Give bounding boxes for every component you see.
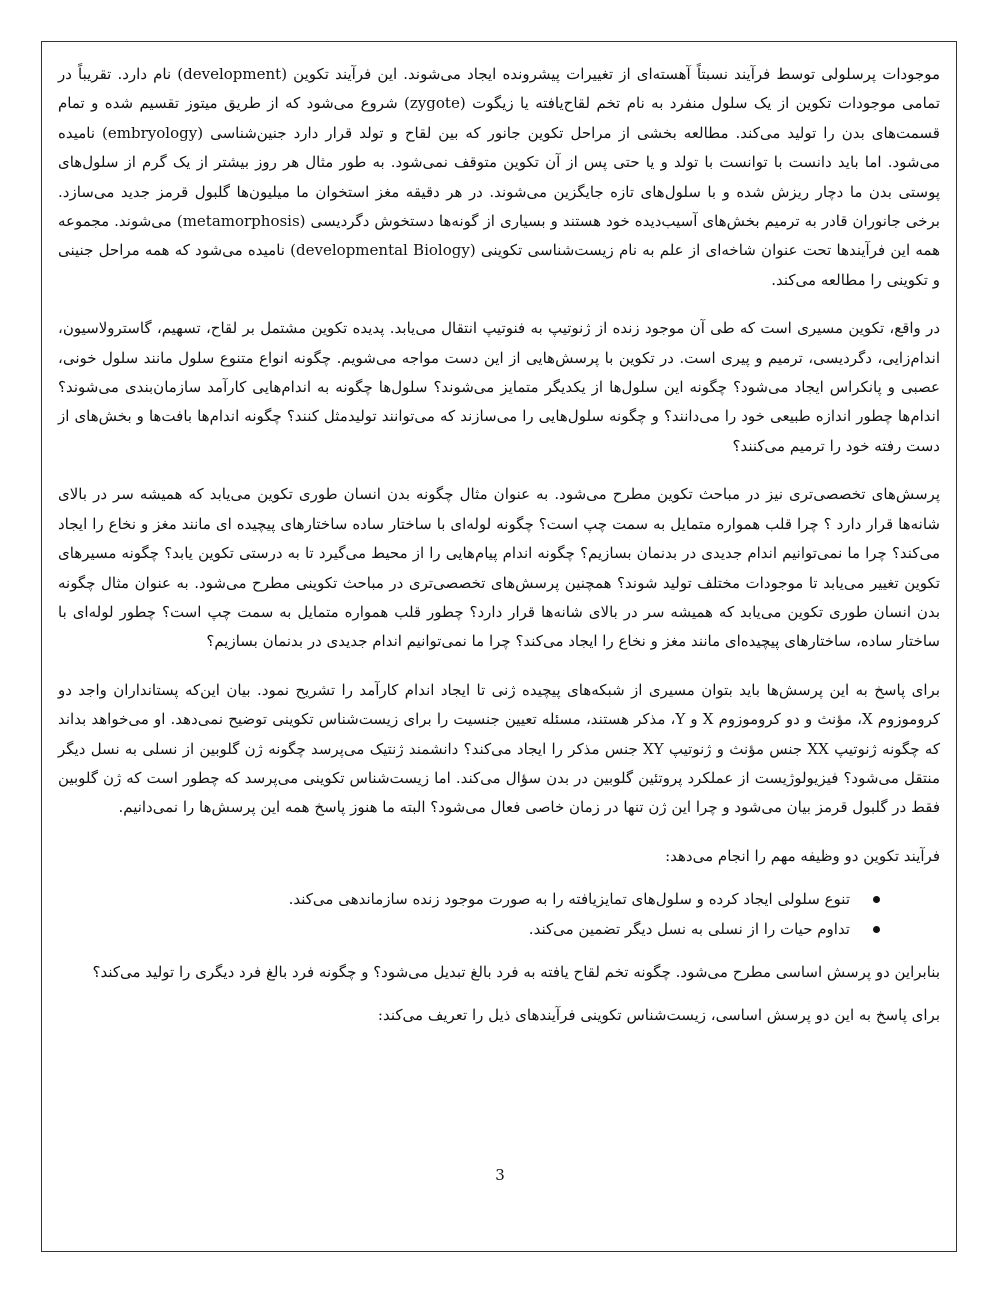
paragraph-gene-networks: برای پاسخ به این پرسش‌ها باید بتوان مسیری از شبکه‌های پیچیده ژنی تا ایجاد اندام کارآمد را تشریح نمود. بیان این‌که پستانداران واجد دو کروموزوم X، مؤنث و دو کروموزوم X و Y، مذکر هستند، مسئله تعیین جنسیت را برای زیست‌شناس تکوینی توضیح نمی‌دهد. او می‌خواهد بداند که چگونه ژنوتیپ XX جنس مؤنث و ژنوتیپ XY جنس مذکر را ایجاد می‌کند؟ دانشمند ژنتیک می‌پرسد چگونه ژن گلوبین از نسلی به نسل دیگر منتقل می‌شود؟ فیزیولوژیست از عملکرد پروتئین گلوبین در بدن سؤال می‌کند. اما زیست‌شناس تکوینی می‌پرسد که چطور است که ژن گلوبین فقط در گلبول قرمز بیان می‌شود و چرا این ژن تنها در زمان خاصی فعال می‌شود؟ البته ما هنوز پاسخ همه این پرسش‌ها را نمی‌دانیم.	[58, 680, 941, 817]
document-body	[58, 60, 940, 1045]
paragraph-development-intro: موجودات پرسلولی توسط فرآیند نسبتاً آهسته‌ای از تغییرات پیشرونده ایجاد می‌شوند. این فرآیند تکوین (development) نام دارد. تقریباً در تمامی موجودات تکوین از یک سلول منفرد به نام تخم لقاح‌یافته یا زیگوت (zygote) شروع می‌شود که از طریق میتوز تقسیم شده و تمام قسمت‌های بدن را تولید می‌کند. مطالعه بخشی از مراحل تکوین جانور که بین لقاح و تولد قرار دارد جنین‌شناسی (embryology) نامیده می‌شود. اما باید دانست با توانست با تولد و یا حتی پس از آن تکوین متوقف نمی‌شود. به طور مثال هر روز بیشتر از یک گرم از سلول‌های پوستی بدن ما دچار ریزش شده و با سلول‌های تازه جایگزین می‌شوند. در هر دقیقه مغز استخوان ما میلیون‌ها گلبول قرمز جدید می‌سازد. برخی جانوران قادر به ترمیم بخش‌های آسیب‌دیده خود هستند و بسیاری از گونه‌ها دستخوش دگردیسی (metamorphosis) می‌شوند. مجموعه همه این فرآیندها تحت عنوان شاخه‌ای از علم به نام زیست‌شناسی تکوینی (developmental Biology) نامیده می‌شود که همه مراحل جنینی و تکوینی را مطالعه می‌کند.	[58, 65, 940, 289]
paragraph-processes-intro: برای پاسخ به این دو پرسش اساسی، زیست‌شناس تکوینی فرآیندهای ذیل را تعریف می‌کند:	[377, 1006, 940, 1025]
paragraph-two-tasks: فرآیند تکوین دو وظیفه مهم را انجام می‌دهد:	[665, 846, 940, 865]
list-item-text: تداوم حیات را از نسلی به نسل دیگر تضمین می‌کند.	[528, 919, 850, 938]
bullet-icon	[873, 896, 880, 903]
page-number: 3	[495, 1166, 505, 1184]
tasks-list	[58, 885, 940, 944]
paragraph-specialized-questions: پرسش‌های تخصصی‌تری نیز در مباحث تکوین مطرح می‌شود. به عنوان مثال چگونه بدن انسان طوری تکوین می‌یابد که همیشه سر در بالای شانه‌ها قرار دارد ؟ چرا قلب همواره متمایل به سمت چپ است؟ چگونه لوله‌ای با ساختار ساده ساختارهای پیچیده ای مانند مغز و نخاع را ایجاد می‌کند؟ چرا ما نمی‌توانیم اندام جدیدی در بدنمان بسازیم؟ چگونه اندام پیام‌هایی را از محیط می‌گیرد تا به درستی تکوین یابد؟ چگونه مسیرهای تکوین تغییر می‌یابد تا موجودات مختلف تولید شوند؟ همچنین پرسش‌های تخصصی‌تری در مباحث تکوینی مطرح می‌شود. به عنوان مثال چگونه بدن انسان طوری تکوین می‌یابد که همیشه سر در بالای شانه‌ها قرار دارد؟ چطور قلب همواره متمایل به سمت چپ است؟ چطور لوله‌ای با ساختار ساده، ساختارهای پیچیده‌ای مانند مغز و نخاع را ایجاد می‌کند؟ چرا ما نمی‌توانیم اندام جدیدی در بدنمان بسازیم؟	[58, 485, 940, 651]
bullet-icon	[873, 926, 880, 933]
list-item	[58, 885, 880, 914]
list-item-text: تنوع سلولی ایجاد کرده و سلول‌های تمایزیافته را به صورت موجود زنده سازماندهی می‌کند.	[288, 890, 850, 909]
paragraph-basic-questions: بنابراین دو پرسش اساسی مطرح می‌شود. چگونه تخم لقاح یافته به فرد بالغ تبدیل می‌شود؟ و چگونه فرد بالغ فرد دیگری را تولید می‌کند؟	[92, 962, 940, 981]
list-item	[58, 915, 880, 944]
paragraph-genotype-phenotype: در واقع، تکوین مسیری است که طی آن موجود زنده از ژنوتیپ به فنوتیپ انتقال می‌یابد. پدیده تکوین مشتمل بر لقاح، تسهیم، گاسترولاسیون، اندام‌زایی، دگردیسی، ترمیم و پیری است. در تکوین با پرسش‌هایی از این دست مواجه می‌شویم. چگونه انواع متنوع سلول مانند سلول خونی، عصبی و پانکراس ایجاد می‌شود؟ چگونه این سلول‌ها از یکدیگر متمایز می‌شوند؟ سلول‌ها چگونه به اندام‌هایی کارآمد سازمان‌بندی می‌شوند؟ اندام‌ها چطور اندازه طبیعی خود را می‌دانند؟ و چگونه سلول‌هایی را می‌سازند که می‌توانند تولیدمثل کنند؟ چگونه اندام‌ها بافت‌ها و بخش‌های از دست رفته خود را ترمیم می‌کنند؟	[58, 319, 940, 455]
